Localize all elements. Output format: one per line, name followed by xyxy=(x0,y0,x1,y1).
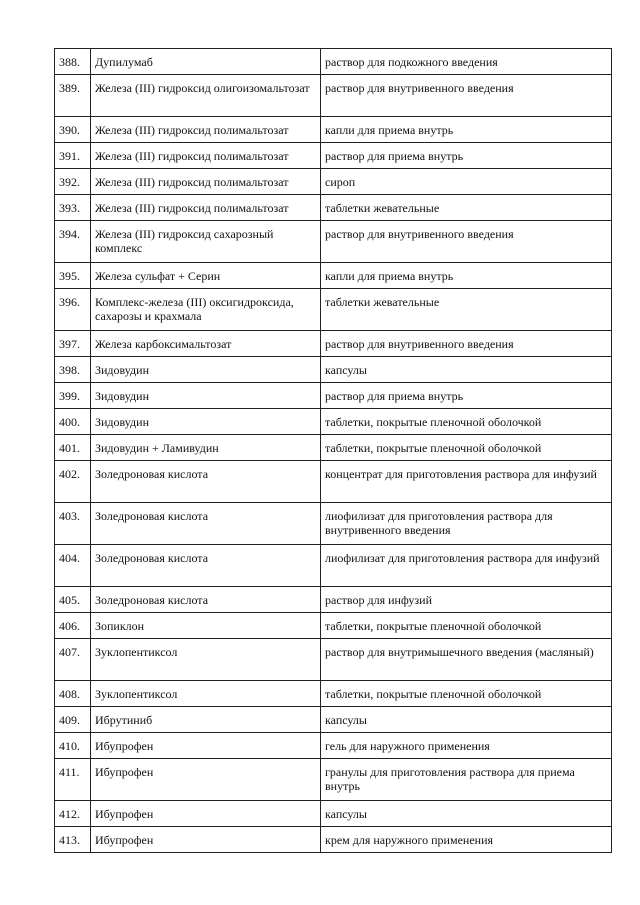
row-number-text: 389. xyxy=(59,81,80,95)
row-number-cell xyxy=(55,435,91,461)
row-number-text: 388. xyxy=(59,55,80,69)
row-number-text: 394. xyxy=(59,227,80,241)
row-number-text: 410. xyxy=(59,739,80,753)
drug-name-cell xyxy=(91,759,321,801)
row-number-text: 411. xyxy=(59,765,80,779)
row-number-text: 406. xyxy=(59,619,80,633)
row-number-cell xyxy=(55,613,91,639)
row-number-text: 392. xyxy=(59,175,80,189)
dosage-form-cell xyxy=(321,331,612,357)
dosage-form-cell xyxy=(321,383,612,409)
row-number-text: 407. xyxy=(59,645,80,659)
table-row xyxy=(55,117,612,143)
table-row xyxy=(55,707,612,733)
dosage-form-text: капли для приема внутрь xyxy=(325,123,454,137)
row-number-cell xyxy=(55,503,91,545)
row-number-text: 401. xyxy=(59,441,80,455)
dosage-form-cell xyxy=(321,587,612,613)
dosage-form-text: раствор для инфузий xyxy=(325,593,432,607)
drug-name-text: Ибупрофен xyxy=(95,807,154,821)
drug-name-text: Зидовудин xyxy=(95,363,149,377)
drug-name-cell xyxy=(91,733,321,759)
dosage-form-text: сироп xyxy=(325,175,356,189)
drug-name-text: Золедроновая кислота xyxy=(95,551,209,565)
drug-name-text: Золедроновая кислота xyxy=(95,467,209,481)
table-row xyxy=(55,383,612,409)
row-number-text: 395. xyxy=(59,269,80,283)
drug-name-cell xyxy=(91,49,321,75)
row-number-text: 405. xyxy=(59,593,80,607)
row-number-text: 404. xyxy=(59,551,80,565)
table-row xyxy=(55,733,612,759)
dosage-form-text: капсулы xyxy=(325,807,367,821)
table-row xyxy=(55,409,612,435)
dosage-form-text: таблетки, покрытые пленочной оболочкой xyxy=(325,687,542,701)
dosage-form-text: таблетки жевательные xyxy=(325,295,440,309)
row-number-cell xyxy=(55,409,91,435)
dosage-form-text: раствор для приема внутрь xyxy=(325,149,464,163)
row-number-cell xyxy=(55,759,91,801)
drug-name-cell xyxy=(91,409,321,435)
row-number-text: 390. xyxy=(59,123,80,137)
drug-name-text: Зуклопентиксол xyxy=(95,645,178,659)
drug-name-text: Железа сульфат + Серин xyxy=(95,269,221,283)
dosage-form-text: капсулы xyxy=(325,363,367,377)
row-number-text: 393. xyxy=(59,201,80,215)
row-number-text: 391. xyxy=(59,149,80,163)
row-number-cell xyxy=(55,117,91,143)
row-number-text: 403. xyxy=(59,509,80,523)
drug-name-cell xyxy=(91,195,321,221)
row-number-cell xyxy=(55,169,91,195)
table-row xyxy=(55,75,612,117)
table-body xyxy=(55,49,612,853)
row-number-cell xyxy=(55,545,91,587)
dosage-form-cell xyxy=(321,801,612,827)
row-number-cell xyxy=(55,733,91,759)
row-number-cell xyxy=(55,707,91,733)
drug-name-cell xyxy=(91,289,321,331)
drug-name-cell xyxy=(91,587,321,613)
drug-name-text: Железа (III) гидроксид полимальтозат xyxy=(95,175,289,189)
dosage-form-text: раствор для внутримышечного введения (масляный) xyxy=(325,645,594,659)
row-number-cell xyxy=(55,801,91,827)
drug-name-text: Железа (III) гидроксид полимальтозат xyxy=(95,201,289,215)
drug-name-text: Зопиклон xyxy=(95,619,145,633)
drug-name-text: Железа (III) гидроксид полимальтозат xyxy=(95,123,289,137)
dosage-form-text: раствор для внутривенного введения xyxy=(325,81,514,95)
table-row xyxy=(55,49,612,75)
row-number-cell xyxy=(55,827,91,853)
row-number-cell xyxy=(55,639,91,681)
dosage-form-cell xyxy=(321,681,612,707)
dosage-form-cell xyxy=(321,143,612,169)
drug-name-text: Железа карбоксимальтозат xyxy=(95,337,232,351)
table-row xyxy=(55,195,612,221)
row-number-cell xyxy=(55,383,91,409)
dosage-form-cell xyxy=(321,759,612,801)
drug-name-text: Железа (III) гидроксид полимальтозат xyxy=(95,149,289,163)
dosage-form-cell xyxy=(321,545,612,587)
table-row xyxy=(55,681,612,707)
dosage-form-text: гранулы для приготовления раствора для приема внутрь xyxy=(325,765,575,793)
row-number-text: 412. xyxy=(59,807,80,821)
drug-name-cell xyxy=(91,639,321,681)
drug-name-text: Зидовудин xyxy=(95,389,149,403)
dosage-form-cell xyxy=(321,357,612,383)
dosage-form-cell xyxy=(321,221,612,263)
drug-name-cell xyxy=(91,331,321,357)
row-number-text: 409. xyxy=(59,713,80,727)
row-number-cell xyxy=(55,195,91,221)
dosage-form-cell xyxy=(321,435,612,461)
drug-name-text: Дупилумаб xyxy=(95,55,153,69)
row-number-text: 397. xyxy=(59,337,80,351)
table-row xyxy=(55,801,612,827)
drug-name-text: Ибрутиниб xyxy=(95,713,153,727)
dosage-form-text: таблетки, покрытые пленочной оболочкой xyxy=(325,619,542,633)
dosage-form-text: крем для наружного применения xyxy=(325,833,494,847)
table-row xyxy=(55,289,612,331)
drug-name-text: Золедроновая кислота xyxy=(95,509,209,523)
row-number-text: 396. xyxy=(59,295,80,309)
drug-name-cell xyxy=(91,613,321,639)
table-row xyxy=(55,587,612,613)
table-row xyxy=(55,169,612,195)
dosage-form-cell xyxy=(321,707,612,733)
dosage-form-cell xyxy=(321,49,612,75)
table-row xyxy=(55,827,612,853)
drug-name-text: Комплекс-железа (III) оксигидроксида, сахарозы и крахмала xyxy=(95,295,294,323)
dosage-form-text: раствор для приема внутрь xyxy=(325,389,464,403)
table-row xyxy=(55,613,612,639)
row-number-cell xyxy=(55,289,91,331)
row-number-cell xyxy=(55,143,91,169)
drug-name-cell xyxy=(91,827,321,853)
drug-name-cell xyxy=(91,169,321,195)
row-number-cell xyxy=(55,681,91,707)
drug-name-cell xyxy=(91,263,321,289)
dosage-form-text: таблетки, покрытые пленочной оболочкой xyxy=(325,441,542,455)
row-number-cell xyxy=(55,75,91,117)
dosage-form-cell xyxy=(321,613,612,639)
drug-name-text: Ибупрофен xyxy=(95,765,154,779)
drug-name-cell xyxy=(91,143,321,169)
row-number-text: 402. xyxy=(59,467,80,481)
table-row xyxy=(55,357,612,383)
dosage-form-cell xyxy=(321,461,612,503)
drug-name-text: Ибупрофен xyxy=(95,833,154,847)
row-number-cell xyxy=(55,461,91,503)
dosage-form-text: раствор для внутривенного введения xyxy=(325,337,514,351)
dosage-form-cell xyxy=(321,409,612,435)
table-row xyxy=(55,263,612,289)
dosage-form-cell xyxy=(321,827,612,853)
drug-name-cell xyxy=(91,435,321,461)
dosage-form-cell xyxy=(321,503,612,545)
drug-name-cell xyxy=(91,707,321,733)
dosage-form-text: раствор для внутривенного введения xyxy=(325,227,514,241)
drug-name-cell xyxy=(91,117,321,143)
drug-name-text: Зидовудин + Ламивудин xyxy=(95,441,219,455)
row-number-cell xyxy=(55,49,91,75)
drug-name-cell xyxy=(91,221,321,263)
table-row xyxy=(55,435,612,461)
drug-name-text: Зидовудин xyxy=(95,415,149,429)
drug-name-text: Железа (III) гидроксид сахарозный комплекс xyxy=(95,227,274,255)
table-row xyxy=(55,639,612,681)
row-number-text: 408. xyxy=(59,687,80,701)
dosage-form-text: лиофилизат для приготовления раствора для инфузий xyxy=(325,551,600,565)
row-number-text: 399. xyxy=(59,389,80,403)
table-row xyxy=(55,759,612,801)
drug-name-cell xyxy=(91,801,321,827)
row-number-cell xyxy=(55,221,91,263)
drug-name-cell xyxy=(91,503,321,545)
dosage-form-cell xyxy=(321,639,612,681)
table-row xyxy=(55,143,612,169)
dosage-form-text: лиофилизат для приготовления раствора для внутривенного введения xyxy=(325,509,553,537)
dosage-form-text: таблетки, покрытые пленочной оболочкой xyxy=(325,415,542,429)
row-number-cell xyxy=(55,263,91,289)
drug-name-text: Золедроновая кислота xyxy=(95,593,209,607)
dosage-form-text: концентрат для приготовления раствора для инфузий xyxy=(325,467,597,481)
row-number-cell xyxy=(55,331,91,357)
dosage-form-cell xyxy=(321,263,612,289)
drug-name-cell xyxy=(91,545,321,587)
row-number-cell xyxy=(55,357,91,383)
dosage-form-cell xyxy=(321,289,612,331)
table-row xyxy=(55,503,612,545)
dosage-form-cell xyxy=(321,733,612,759)
drug-name-text: Ибупрофен xyxy=(95,739,154,753)
drug-name-cell xyxy=(91,357,321,383)
drug-name-cell xyxy=(91,383,321,409)
drug-name-cell xyxy=(91,461,321,503)
table-row xyxy=(55,331,612,357)
drug-name-text: Зуклопентиксол xyxy=(95,687,178,701)
row-number-text: 413. xyxy=(59,833,80,847)
dosage-form-text: капли для приема внутрь xyxy=(325,269,454,283)
dosage-form-cell xyxy=(321,195,612,221)
drug-name-cell xyxy=(91,75,321,117)
dosage-form-text: таблетки жевательные xyxy=(325,201,440,215)
drug-list-table xyxy=(54,48,612,853)
row-number-text: 398. xyxy=(59,363,80,377)
table-row xyxy=(55,545,612,587)
drug-name-cell xyxy=(91,681,321,707)
row-number-cell xyxy=(55,587,91,613)
row-number-text: 400. xyxy=(59,415,80,429)
dosage-form-cell xyxy=(321,75,612,117)
dosage-form-text: раствор для подкожного введения xyxy=(325,55,498,69)
dosage-form-cell xyxy=(321,117,612,143)
dosage-form-text: капсулы xyxy=(325,713,367,727)
table-row xyxy=(55,461,612,503)
drug-name-text: Железа (III) гидроксид олигоизомальтозат xyxy=(95,81,310,95)
table-row xyxy=(55,221,612,263)
dosage-form-text: гель для наружного применения xyxy=(325,739,490,753)
dosage-form-cell xyxy=(321,169,612,195)
